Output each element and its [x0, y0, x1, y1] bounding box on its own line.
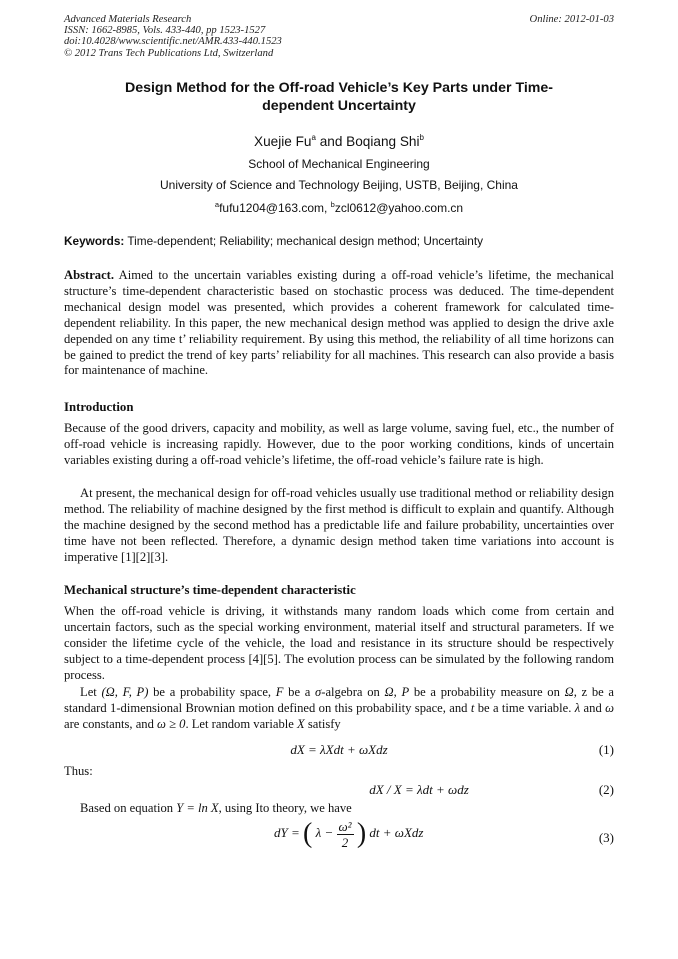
introduction-heading: Introduction: [64, 400, 134, 414]
math-inline: t: [470, 700, 475, 715]
eq3-tail: dt + ωXdz: [369, 824, 424, 840]
eq3-denominator: 2: [341, 834, 349, 850]
text-run: -algebra on: [321, 685, 385, 699]
text-run: ,: [393, 685, 402, 699]
based-on-paragraph: [64, 801, 614, 817]
email-2: zcl0612@yahoo.com.cn: [334, 201, 464, 215]
math-inline: σ: [315, 685, 322, 699]
affiliation-school: School of Mechanical Engineering: [248, 157, 430, 171]
equation-2-number: (2): [598, 782, 614, 797]
keywords: [64, 234, 614, 248]
text-run: , using Ito theory, we have: [218, 801, 352, 815]
author-1-sup: a: [311, 133, 316, 142]
abstract-text: Aimed to the uncertain variables existing during a off-road vehicle’s lifetime, the mechanical structure’s time-dependent characteristic based on stochastic process was deduced. The time-dependent mechanical design model was presented, which provides a coherent framework for calculated time-dependent reliability. In this paper, the new mechanical design method was applied to design the drive axle depended on any time t’ reliability requirement. By using this method, the reliability of all time horizons can be gained to predict the trend of key parts’ reliability for all machines. This research can also provide a basis for maintenance of machine.: [64, 268, 614, 378]
equation-3-number: (3): [598, 830, 614, 845]
equation-1: [64, 742, 614, 762]
math-inline: F: [275, 685, 284, 699]
text-run: Based on equation: [80, 801, 177, 815]
copyright-line: © 2012 Trans Tech Publications Ltd, Switzerland: [64, 47, 274, 59]
text-run: . Let random variable: [185, 716, 297, 731]
math-inline: Y = ln X: [176, 801, 219, 815]
text-run: and: [580, 700, 606, 715]
text-run: be a: [283, 685, 316, 699]
section-paragraph-2: [64, 685, 614, 733]
email-sup-a: a: [214, 200, 220, 209]
keywords-text: Time-dependent; Reliability; mechanical design method; Uncertainty: [124, 234, 483, 248]
equation-2: [64, 782, 614, 802]
equation-2-expr: dX / X = λdt + ωdz: [369, 782, 469, 797]
online-date: Online: 2012-01-03: [529, 14, 614, 25]
text-run: satisfy: [304, 716, 341, 731]
author-2: and Boqiang Shi: [315, 134, 420, 149]
author-2-sup: b: [419, 133, 424, 142]
author-line: [0, 133, 678, 149]
abstract-paragraph: [64, 268, 614, 379]
eq3-lambda: λ −: [315, 824, 334, 840]
math-inline: X: [297, 716, 305, 731]
equation-3: [64, 818, 614, 858]
thus-label: Thus:: [64, 764, 93, 778]
equation-3-expr: [274, 818, 614, 850]
math-inline: (Ω, F, P): [101, 685, 149, 699]
math-inline: Ω: [384, 685, 394, 699]
paper-title: Design Method for the Off-road Vehicle’s Key Parts under Time-dependent Uncertainty: [124, 80, 554, 114]
math-inline: Ω: [564, 685, 574, 699]
eq3-numerator: ω²: [338, 818, 352, 834]
intro-paragraph-2: At present, the mechanical design for off-road vehicles usually use traditional method or reliability design method. The reliability of machine designed by the first method is difficult to explain and quantify. Although the machine designed by the second method has a predictable life and failure probability, uncertainties over time have not been reflected. Therefore, a dynamic design method taken time variations into account is imperative [1][2][3].: [64, 486, 614, 564]
author-1: Xuejie Fu: [254, 134, 312, 149]
math-inline: ω: [605, 700, 615, 715]
math-inline: ω ≥ 0: [157, 716, 186, 731]
intro-paragraph-1: Because of the good drivers, capacity and mobility, as well as large volume, saving fuel, etc., the number of off-road vehicle is increasing rapidly. However, due to the poor working conditions, kinds of uncertain variables existing during a off-road vehicle’s lifetime, the off-road vehicle’s failure rate is high.: [64, 421, 614, 467]
equation-1-expr: dX = λXdt + ωXdz: [290, 742, 388, 757]
affiliation-university: University of Science and Technology Beijing, USTB, Beijing, China: [160, 178, 518, 192]
eq3-right-paren: ): [356, 818, 367, 849]
text-run: be a probability space,: [148, 685, 276, 699]
section-paragraph-1: When the off-road vehicle is driving, it withstands many random loads which come from certain and uncertain factors, such as the special working environment, material itself and structural parameters. If we consider the lifetime cycle of the vehicle, the load and resistance in its structure should be respectively subject to a time-dependent process [4][5]. The evolution process can be simulated by the following random process.: [64, 604, 614, 682]
math-inline: λ: [574, 700, 581, 715]
text-run: be a probability measure on: [409, 685, 565, 699]
text-run: are constants, and: [64, 716, 158, 731]
doi-line: doi:10.4028/www.scientific.net/AMR.433-440.1523: [64, 36, 282, 48]
text-run: , z be a standard 1-dimensional Brownian motion defined on this probability space, and: [64, 685, 614, 715]
eq3-fraction: [337, 819, 354, 850]
eq3-lhs: dY =: [274, 824, 300, 840]
equation-1-number: (1): [598, 742, 614, 757]
affiliation-emails: [0, 200, 678, 215]
journal-header: [64, 14, 282, 59]
abstract-label: Abstract.: [64, 268, 115, 282]
email-1: fufu1204@163.com,: [219, 201, 331, 215]
keywords-label: Keywords:: [64, 234, 125, 248]
email-sup-b: b: [330, 200, 335, 209]
math-inline: P: [401, 685, 410, 699]
journal-name: Advanced Materials Research: [64, 14, 192, 25]
eq3-left-paren: (: [303, 818, 313, 849]
section-heading-time-dependent: Mechanical structure’s time-dependent characteristic: [64, 583, 356, 597]
issn-line: ISSN: 1662-8985, Vols. 433-440, pp 1523-1527: [64, 25, 266, 37]
text-run: be a time variable.: [474, 700, 575, 715]
text-run: Let: [80, 685, 102, 699]
